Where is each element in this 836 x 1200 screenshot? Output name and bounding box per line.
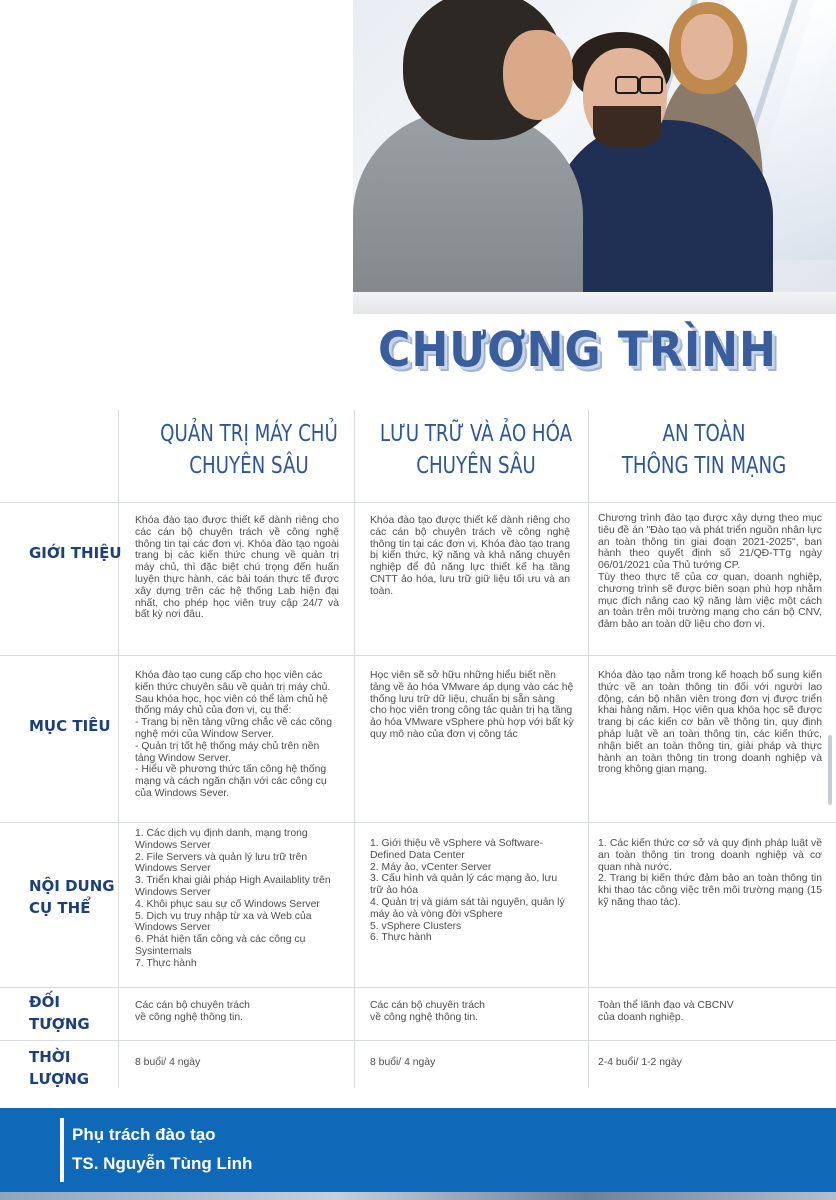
row-label-duration: THỜI LƯỢNG xyxy=(29,1048,90,1088)
scrollbar[interactable] xyxy=(828,735,832,805)
footer-accent-bar xyxy=(60,1118,64,1182)
cell-intro-server: Khóa đào tạo được thiết kế dành riêng cho các cán bộ chuyên trách về công nghệ thông tin tại các đơn vị. Khóa đào tạo ngoài trang bị các kiến thức chung về quản trị máy chủ, thì đặc biệt chú trọng đến huấn luyện thực hành, các bài toán thực tế được xây dựng trên các hệ thống Lab hiện đại nhất, cho phép học viên truy cập 24/7 và bất kỳ nơi đâu. xyxy=(135,515,339,621)
cell-intro-storage: Khóa đào tạo được thiết kế dành riêng cho các cán bộ chuyên trách về công nghệ thông tin tại các đơn vị. Khóa đào tạo trang bị kiến thức, kỹ năng và khả năng chuyên nghiệp để đủ năng lực thiết kế hạ tầng CNTT ảo hóa, lưu trữ giữ liệu tối ưu và an toàn. xyxy=(370,515,570,597)
cell-content-security: 1. Các kiến thức cơ sở và quy định pháp luật về an toàn thông tin trong doanh nghiệp và cơ quan nhà nước. 2. Trang bị kiến thức đảm bảo an toàn thông tin khi thao tác công việc trên môi trường mạng (15 kỹ năng thao tác). xyxy=(598,838,822,908)
row-label-audience: ĐỐI TƯỢNG xyxy=(29,993,90,1033)
cell-goal-storage: Học viên sẽ sở hữu những hiểu biết nền tảng về ảo hóa VMware áp dụng vào các hệ thống lưu trữ dữ liệu, chuẩn bị sẵn sàng cho học viên trong công tác quản trị hạ tầng ảo hóa VMware vSphere phù hợp với bất kỳ quy mô nào của đơn vị công tác xyxy=(370,670,574,740)
footer-contact-banner xyxy=(0,1108,836,1192)
cell-duration-storage: 8 buổi/ 4 ngày xyxy=(370,1057,436,1068)
cell-goal-security: Khóa đào tạo nằm trong kế hoạch bổ sung kiến thức về an toàn thông tin đối với người lao động, cán bộ nhân viên trong đơn vị được triển khai hàng năm. Học viên qua khóa học sẽ được trang bị các kiến cơ bản về thông tin, quy định pháp luật về an toàn thông tin, các kiến thức, nhận biết an toàn thông tin, giải pháp và thực hành an toàn thông tin trong doanh nghiệp và trong không gian mạng. xyxy=(598,670,822,776)
bottom-photo-strip xyxy=(0,1192,836,1200)
column-header-storage: LƯU TRỮ VÀ ẢO HÓA CHUYÊN SÂU xyxy=(379,421,573,479)
row-label-intro: GIỚI THIỆU xyxy=(29,544,122,562)
footer-person-name: TS. Nguyễn Tùng Linh xyxy=(72,1154,253,1173)
hero-photo xyxy=(353,0,836,314)
page-title: CHƯƠNG TRÌNH xyxy=(378,322,777,378)
footer-role: Phụ trách đào tạo xyxy=(72,1125,216,1144)
cell-audience-storage: Các cán bộ chuyên trách về công nghệ thông tin. xyxy=(370,1000,485,1023)
column-header-server: QUẢN TRỊ MÁY CHỦ CHUYÊN SÂU xyxy=(160,421,338,479)
column-header-security: AN TOÀN THÔNG TIN MẠNG xyxy=(621,421,787,479)
cell-content-server: 1. Các dịch vụ định danh, mạng trong Windows Server 2. File Servers và quản lý lưu trữ trên Windows Server 3. Triển khai giải pháp High Availablity trên Windows Server 4. Khôi phục sau sự cố Windows Server 5. Dịch vụ truy nhập từ xa và Web của Windows Server 6. Phát hiện tấn công và các công cụ Sysinternals 7. Thực hành xyxy=(135,828,331,969)
cell-duration-security: 2-4 buổi/ 1-2 ngày xyxy=(598,1057,682,1068)
cell-audience-server: Các cán bộ chuyên trách về công nghệ thông tin. xyxy=(135,1000,250,1023)
cell-content-storage: 1. Giới thiệu về vSphere và Software-Defined Data Center 2. Máy ảo, vCenter Server 3. Cấu hình và quản lý các mạng ảo, lưu trữ ảo hóa 4. Quản trị và giám sát tài nguyên, quản lý máy ảo và vòng đời vSphere 5. vSphere Clusters 6. Thực hành xyxy=(370,838,565,944)
cell-duration-server: 8 buổi/ 4 ngày xyxy=(135,1057,201,1068)
cell-audience-security: Toàn thể lãnh đạo và CBCNV của doanh nghiệp. xyxy=(598,1000,734,1023)
row-label-goal: MỤC TIÊU xyxy=(29,717,111,735)
cell-intro-security: Chương trình đào tạo được xây dựng theo mục tiêu đề án "Đào tạo và phát triển nguồn nhân lực an toàn thông tin giai đoạn 2021-2025", ban hành theo quyết định số 21/QĐ-TTg ngày 06/01/2021 của Thủ tướng CP. Tùy theo thực tế của cơ quan, doanh nghiệp, chương trình sẽ được biên soạn phù hợp nhằm mục đích nâng cao kỹ năng làm việc một cách an toàn trên môi trường mạng cho cán bộ CNV, đảm bảo an toàn dữ liệu cho đơn vị. xyxy=(598,513,822,631)
cell-goal-server: Khóa đào tạo cung cấp cho học viên các kiến thức chuyên sâu về quản trị máy chủ. Sau khóa học, học viên có thể làm chủ hệ thống máy chủ của đơn vị, cụ thể: - Trang bị nền tảng vững chắc về các công nghệ mới của Window Server. - Quản trị tốt hệ thống máy chủ trên nền tảng Window Server. - Hiểu về phương thức tấn công hệ thống mạng và cách ngăn chặn với các công cụ của Windows Sever. xyxy=(135,670,332,799)
row-label-content: NỘI DUNG CỤ THỂ xyxy=(29,877,115,917)
